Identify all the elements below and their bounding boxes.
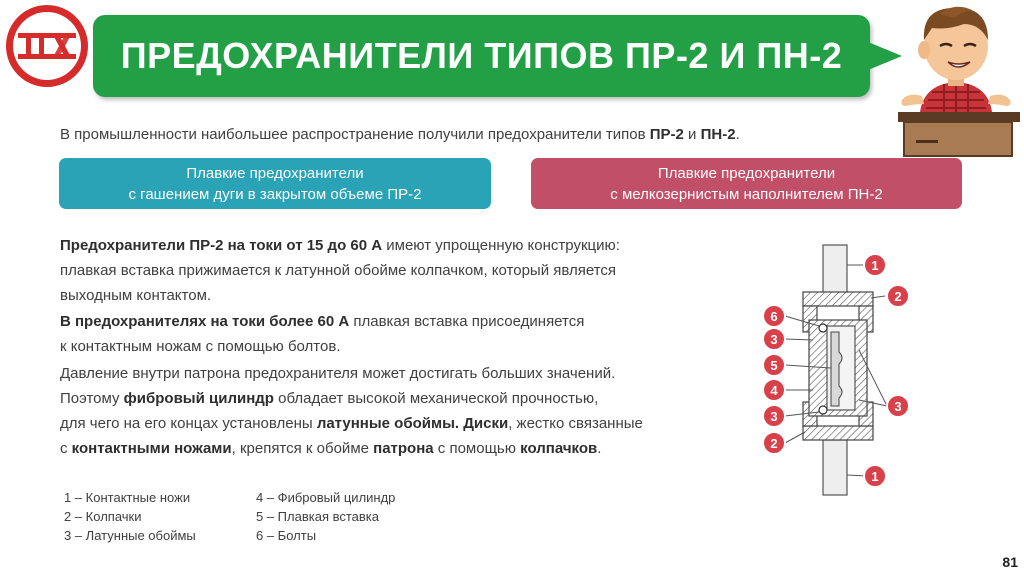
callout-number: 3 (770, 332, 778, 347)
callout-3-left-bottom (763, 405, 785, 427)
intro-text-part: . (735, 126, 740, 143)
para-bold: колпачков (520, 440, 598, 457)
callout-number: 2 (770, 436, 778, 451)
callout-number: 2 (894, 289, 902, 304)
para-text: с (60, 440, 72, 457)
para-text: к контактным ножам с помощью болтов. (60, 338, 341, 355)
legend-item: 3 – Латунные обоймы (64, 528, 196, 543)
callout-1-bottom (864, 465, 886, 487)
para-text: . (597, 440, 602, 457)
fuse-cross-section-diagram (735, 240, 920, 500)
callout-3-left-top (763, 328, 785, 350)
para-text: для чего на его концах установлены (60, 415, 317, 432)
callout-number: 5 (770, 358, 778, 373)
intro-text (60, 126, 740, 143)
company-logo (4, 3, 90, 89)
page-title: ПРЕДОХРАНИТЕЛИ ТИПОВ ПР-2 И ПН-2 (120, 35, 843, 76)
callout-2-top (887, 285, 909, 307)
legend-item: 1 – Контактные ножи (64, 490, 191, 505)
fuse-type-pr2-box (59, 158, 491, 209)
para-bold: фибровый цилиндр (123, 390, 274, 407)
para-text: обладает высокой механической прочностью, (273, 390, 599, 407)
callout-5 (763, 354, 785, 376)
para-text: Поэтому (60, 390, 124, 407)
callout-number: 4 (770, 383, 778, 398)
fuse-type-pn2-box (531, 158, 962, 209)
box-line: Плавкие предохранители (186, 164, 364, 182)
para-bold: контактными ножами (71, 440, 232, 457)
box-line: Плавкие предохранители (657, 164, 836, 182)
para-text: имеют упрощенную конструкцию: (382, 237, 620, 254)
legend-item: 5 – Плавкая вставка (256, 509, 380, 524)
callout-number: 3 (894, 399, 902, 414)
callout-number: 3 (770, 409, 778, 424)
intro-type-pn2: ПН-2 (700, 126, 736, 143)
intro-text-part: В промышленности наибольшее распространение получили предохранители типов (60, 126, 650, 143)
para-text: , крепятся к обойме (231, 440, 374, 457)
legend-item: 4 – Фибровый цилиндр (256, 490, 396, 505)
page-number: 81 (1002, 554, 1018, 570)
legend-left-column (64, 488, 196, 545)
para-bold: латунные обоймы. Диски (316, 415, 509, 432)
callout-3-right (887, 395, 909, 417)
contact-knife-top (823, 245, 847, 297)
callout-6 (763, 305, 785, 327)
paragraph-pr2-low-current (60, 233, 620, 308)
paragraph-high-current (60, 309, 584, 359)
teacher-mascot-illustration (888, 0, 1024, 158)
para-text: Давление внутри патрона предохранителя может достигать больших значений. (60, 365, 616, 382)
para-bold: В предохранителях на токи более 60 А (60, 313, 350, 330)
legend-item: 6 – Болты (256, 528, 317, 543)
legend-item: 2 – Колпачки (64, 509, 142, 524)
title-banner (93, 15, 870, 97)
callout-2-left (763, 432, 785, 454)
para-bold: патрона (373, 440, 434, 457)
intro-type-pr2: ПР-2 (649, 126, 684, 143)
callout-number: 6 (770, 309, 778, 324)
box-line: с мелкозернистым наполнителем ПН-2 (610, 185, 883, 203)
cap-top (803, 292, 873, 306)
callout-number: 1 (871, 258, 879, 273)
para-text: , жестко связанные (508, 415, 643, 432)
para-text: с помощью (433, 440, 521, 457)
para-text: плавкая вставка присоединяется (349, 313, 585, 330)
paragraph-pressure (60, 361, 643, 461)
para-bold: Предохранители ПР-2 на токи от 15 до 60 А (60, 237, 383, 254)
intro-text-part: и (683, 126, 701, 143)
callout-number: 1 (871, 469, 879, 484)
callout-1-top (864, 254, 886, 276)
legend-right-column (256, 488, 395, 545)
para-text: плавкая вставка прижимается к латунной обойме колпачком, который является (60, 262, 617, 279)
box-line: с гашением дуги в закрытом объеме ПР-2 (128, 185, 422, 203)
contact-knife-bottom (823, 440, 847, 495)
para-text: выходным контактом. (60, 287, 212, 304)
cap-bottom (803, 426, 873, 440)
callout-4 (763, 379, 785, 401)
